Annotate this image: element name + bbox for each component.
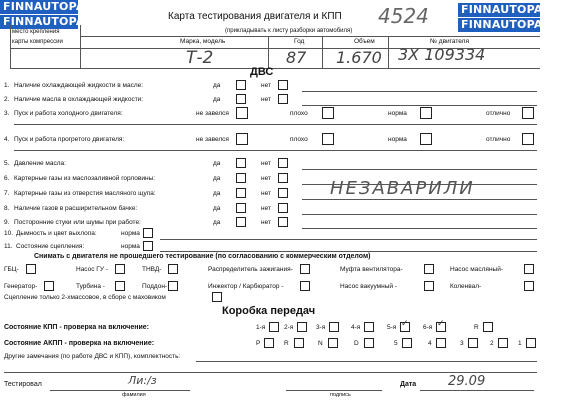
checkbox-removed[interactable] xyxy=(424,281,434,291)
watermark-logo: FINNAUTOPARTS xyxy=(0,15,78,29)
left-note-line2: карты компрессии xyxy=(12,39,63,45)
removed-item: Поддон- xyxy=(142,283,168,290)
watermark-logo: FINNAUTOPARTS xyxy=(0,0,78,14)
row-label: Давление масла: xyxy=(14,160,66,167)
row-num: 3. xyxy=(4,110,10,117)
card-number: 4524 xyxy=(378,4,429,28)
checkbox-removed[interactable] xyxy=(44,281,54,291)
checkbox-bad[interactable] xyxy=(322,133,334,145)
yes-label: да xyxy=(213,82,221,89)
normal-label: норма xyxy=(121,230,140,237)
checkbox-yes[interactable] xyxy=(236,173,246,183)
checkbox-yes[interactable] xyxy=(236,203,246,213)
excellent-label: отлично xyxy=(486,136,511,143)
checkbox-not-started[interactable] xyxy=(236,133,248,145)
mt-gear-label: 6-я xyxy=(423,324,433,331)
clutch-note: Сцепление только 2-хмассовое, в сборе с маховиком xyxy=(4,294,166,301)
row-label: Наличие охлаждающей жидкости в масле: xyxy=(14,82,144,89)
checkbox-yes[interactable] xyxy=(236,94,246,104)
col-volume: Объем xyxy=(354,38,375,45)
at-gear-label: 2 xyxy=(490,340,494,347)
row-num: 9. xyxy=(4,219,10,226)
at-gear-checkbox[interactable] xyxy=(364,338,374,348)
checkbox-no[interactable] xyxy=(278,94,288,104)
yes-label: да xyxy=(213,175,221,182)
normal-label: норма xyxy=(388,110,407,117)
section-dvs-heading: ДВС xyxy=(250,66,274,78)
mt-gear-label: 3-я xyxy=(316,324,326,331)
no-label: нет xyxy=(261,190,271,197)
checkbox-normal[interactable] xyxy=(420,107,432,119)
check-mark-icon: ✓ xyxy=(437,319,445,329)
checkbox-yes[interactable] xyxy=(236,80,246,90)
row-num: 8. xyxy=(4,205,10,212)
removed-item: Инжектор / Карбюратор - xyxy=(208,283,284,290)
row-num: 11. xyxy=(4,243,13,250)
watermark-logo: FINNAUTOPARTS xyxy=(458,3,540,17)
signature-caption: подпись xyxy=(330,392,351,398)
checkbox-normal[interactable] xyxy=(143,228,153,238)
no-label: нет xyxy=(261,219,271,226)
checkbox-removed[interactable] xyxy=(115,281,125,291)
checkbox-removed[interactable] xyxy=(300,264,310,274)
mt-gear-4-checkbox[interactable] xyxy=(364,322,374,332)
no-label: нет xyxy=(261,82,271,89)
row-num: 4. xyxy=(4,136,10,143)
checkbox-clutch[interactable] xyxy=(212,292,222,302)
row-label: Пуск и работа холодного двигателя: xyxy=(14,110,123,117)
checkbox-no[interactable] xyxy=(278,188,288,198)
mt-gear-label: 5-я xyxy=(387,324,397,331)
no-label: нет xyxy=(261,205,271,212)
not-started-label: не завелся xyxy=(196,110,229,117)
row-label: Пуск и работа прогретого двигателя: xyxy=(14,136,125,143)
checkbox-removed[interactable] xyxy=(26,264,36,274)
row-label: Посторонние стуки или шумы при работе: xyxy=(14,219,141,226)
row-label: Картерные газы из маслозаливной горловины: xyxy=(14,175,156,182)
removed-item: Насос ГУ - xyxy=(76,266,108,273)
checkbox-removed[interactable] xyxy=(300,281,310,291)
mt-gear-label: 2-я xyxy=(284,324,294,331)
tested-label: Тестировал xyxy=(4,381,42,388)
row-label: Дымность и цвет выхлопа: xyxy=(16,230,97,237)
other-remarks-label: Другие замечания (по работе ДВС и КПП), комплектность: xyxy=(4,353,181,360)
value-make: Т-2 xyxy=(186,48,214,68)
left-note-line1: место крепления xyxy=(12,29,60,35)
checkbox-yes[interactable] xyxy=(236,188,246,198)
normal-label: норма xyxy=(121,243,140,250)
checkbox-removed[interactable] xyxy=(524,281,534,291)
checkbox-yes[interactable] xyxy=(236,217,246,227)
checkbox-normal[interactable] xyxy=(420,133,432,145)
removed-item: Муфта вентилятора- xyxy=(340,266,403,273)
removed-item: ТНВД- xyxy=(142,266,162,273)
at-gear-label: 4 xyxy=(428,340,432,347)
row-num: 2. xyxy=(4,96,10,103)
value-engine-no: 3X 109334 xyxy=(398,45,486,64)
row-num: 5. xyxy=(4,160,10,167)
mt-gear-1-checkbox[interactable] xyxy=(269,322,279,332)
yes-label: да xyxy=(213,219,221,226)
checkbox-not-started[interactable] xyxy=(236,107,248,119)
removed-item: Коленвал- xyxy=(450,283,482,290)
at-gear-checkbox[interactable] xyxy=(328,338,338,348)
removed-item: Генератор- xyxy=(4,283,38,290)
removed-item: Насос вакуумный - xyxy=(340,283,397,290)
removed-heading: Снимать с двигателя не прошедшего тестирование (по согласованию с коммерческим отделом) xyxy=(34,253,371,260)
mt-gear-label: 4-я xyxy=(351,324,361,331)
col-engine-no: № двигателя xyxy=(430,38,469,45)
row-num: 10. xyxy=(4,230,14,237)
value-volume: 1.670 xyxy=(336,48,382,67)
no-label: нет xyxy=(261,160,271,167)
normal-label: норма xyxy=(388,136,407,143)
handwritten-note: НЕЗАВАРИЛИ xyxy=(330,178,475,199)
mt-label: Состояние КПП - проверка на включение: xyxy=(4,324,149,331)
at-gear-checkbox[interactable] xyxy=(498,338,508,348)
mt-gear-3-checkbox[interactable] xyxy=(329,322,339,332)
bad-label: плохо xyxy=(290,110,308,117)
yes-label: да xyxy=(213,160,221,167)
checkbox-removed[interactable] xyxy=(524,264,534,274)
no-label: нет xyxy=(261,175,271,182)
not-started-label: не завелся xyxy=(196,136,229,143)
at-gear-checkbox[interactable] xyxy=(294,338,304,348)
row-num: 1. xyxy=(4,82,10,89)
removed-item: Насос масляный- xyxy=(450,266,504,273)
checkbox-removed[interactable] xyxy=(424,264,434,274)
watermark-logo: FINNAUTOPARTS xyxy=(458,18,540,32)
checkbox-normal[interactable] xyxy=(143,241,153,251)
at-gear-label: 1 xyxy=(518,340,522,347)
mt-gear-r-checkbox[interactable] xyxy=(483,322,493,332)
checkbox-bad[interactable] xyxy=(322,107,334,119)
at-gear-label: D xyxy=(354,340,359,347)
row-label: Наличие газов в расширительном бачке: xyxy=(14,205,138,212)
at-gear-label: P xyxy=(256,340,261,347)
date-value: 29.09 xyxy=(448,374,486,389)
date-label: Дата xyxy=(400,381,417,388)
col-year: Год xyxy=(294,38,305,45)
signature-surname: Ли:/з xyxy=(128,374,157,387)
checkbox-removed[interactable] xyxy=(115,264,125,274)
checkbox-no[interactable] xyxy=(278,173,288,183)
excellent-label: отлично xyxy=(486,110,511,117)
row-label: Наличие масла в охлаждающей жидкости: xyxy=(14,96,144,103)
at-gear-label: 5 xyxy=(394,340,398,347)
mt-gear-2-checkbox[interactable] xyxy=(297,322,307,332)
yes-label: да xyxy=(213,205,221,212)
checkbox-no[interactable] xyxy=(278,80,288,90)
row-label: Состояние сцепления: xyxy=(16,243,85,250)
checkbox-excellent[interactable] xyxy=(522,107,534,119)
removed-item: Турбина - xyxy=(76,283,105,290)
value-year: 87 xyxy=(286,48,307,67)
checkbox-no[interactable] xyxy=(278,203,288,213)
at-gear-checkbox[interactable] xyxy=(526,338,536,348)
row-num: 7. xyxy=(4,190,10,197)
checkbox-no[interactable] xyxy=(278,217,288,227)
page-subtitle: (прикладывать к листу разборки автомобиля) xyxy=(225,28,353,34)
at-gear-label: 3 xyxy=(460,340,464,347)
mt-gear-label: 1-я xyxy=(256,324,266,331)
at-gear-checkbox[interactable] xyxy=(264,338,274,348)
at-gear-checkbox[interactable] xyxy=(436,338,446,348)
bad-label: плохо xyxy=(290,136,308,143)
checkbox-excellent[interactable] xyxy=(522,133,534,145)
check-mark-icon: ✓ xyxy=(401,319,409,329)
checkbox-no[interactable] xyxy=(278,158,288,168)
at-gear-checkbox[interactable] xyxy=(402,338,412,348)
no-label: нет xyxy=(261,96,271,103)
mt-gear-label: R xyxy=(474,324,479,331)
row-num: 6. xyxy=(4,175,10,182)
at-gear-checkbox[interactable] xyxy=(468,338,478,348)
at-label: Состояние АКПП - проверка на включение: xyxy=(4,340,155,347)
row-label: Картерные газы из отверстия масляного щупа: xyxy=(14,190,156,197)
checkbox-yes[interactable] xyxy=(236,158,246,168)
checkbox-removed[interactable] xyxy=(168,281,178,291)
removed-item: Распределитель зажигания- xyxy=(208,266,293,273)
surname-caption: фамилия xyxy=(122,392,146,398)
at-gear-label: N xyxy=(318,340,323,347)
col-make: Марка, модель xyxy=(180,38,226,45)
section-kpp-heading: Коробка передач xyxy=(222,305,316,317)
checkbox-removed[interactable] xyxy=(168,264,178,274)
at-gear-label: R xyxy=(284,340,289,347)
page-title: Карта тестирования двигателя и КПП xyxy=(168,11,342,22)
removed-item: ГБЦ- xyxy=(4,266,19,273)
yes-label: да xyxy=(213,96,221,103)
yes-label: да xyxy=(213,190,221,197)
